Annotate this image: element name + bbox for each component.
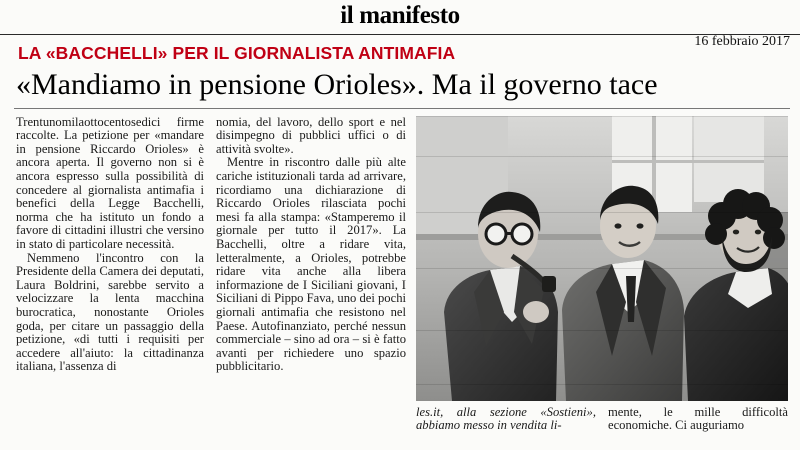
caption-text-right: mente, le mille difficoltà economiche. Ci auguriamo (608, 405, 788, 433)
paragraph: Trentunomilaottocentosedici firme raccolte. La petizione per «mandare in pensione Riccardo Orioles» è ancora aperta. Il governo non si è ancora espresso sulla possibilità di concedere al giornalista antimafia i benefici della Legge Bacchelli, norma che ha istituto un fondo a favore di cittadini illustri che versino in stato di particolare necessità. (16, 115, 204, 251)
headline-divider (14, 108, 790, 109)
article-body (0, 116, 800, 434)
photo-illustration (416, 116, 788, 401)
caption-column-left (416, 406, 596, 436)
paragraph: Mentre in riscontro dalle più alte cariche istituzionali tarda ad arrivare, ricordiamo una dichiarazione di Riccardo Orioles rilasciata pochi mesi fa alla stampa: «Stamperemo il giornale per tutto il 2017». La Bacchelli, oltre a ridare vita, letteralmente, a Orioles, potrebbe ridare vita anche alla libera informazione de I Siciliani giovani, I Siciliani di Pippo Fava, uno dei pochi giornali antimafia che resistono nel Paese. Autofinanziato, perché nessun commerciale – sino ad ora – si è fatto avanti per richiedere uno spazio pubblicitario. (216, 155, 406, 374)
publication-date: 16 febbraio 2017 (694, 34, 790, 49)
caption-text-left: les.it, alla sezione «Sostieni», abbiamo messo in vendita li- (416, 405, 596, 433)
article-kicker: LA «BACCHELLI» PER IL GIORNALISTA ANTIMAFIA (18, 43, 456, 63)
body-column-1 (16, 116, 204, 434)
masthead (0, 0, 800, 35)
masthead-logo: il manifesto (340, 2, 460, 29)
photo-caption (416, 406, 788, 436)
article-headline: «Mandiamo in pensione Orioles». Ma il governo tace (16, 68, 658, 101)
body-column-2 (216, 116, 406, 434)
caption-column-right (608, 406, 788, 436)
paragraph: Nemmeno l'incontro con la Presidente della Camera dei deputati, Laura Boldrini, sarebbe servito a velocizzare la lenta macchina burocratica, nonostante Orioles goda, per citare un passaggio della petizione, «di tutti i requisiti per accedere all'aiuto: la cittadinanza italiana, l'assenza di (16, 250, 204, 374)
paragraph: nomia, del lavoro, dello sport e nel disimpegno di pubblici uffici o di attività svolte». (216, 115, 406, 156)
photo-three-men-newsroom (416, 116, 788, 401)
